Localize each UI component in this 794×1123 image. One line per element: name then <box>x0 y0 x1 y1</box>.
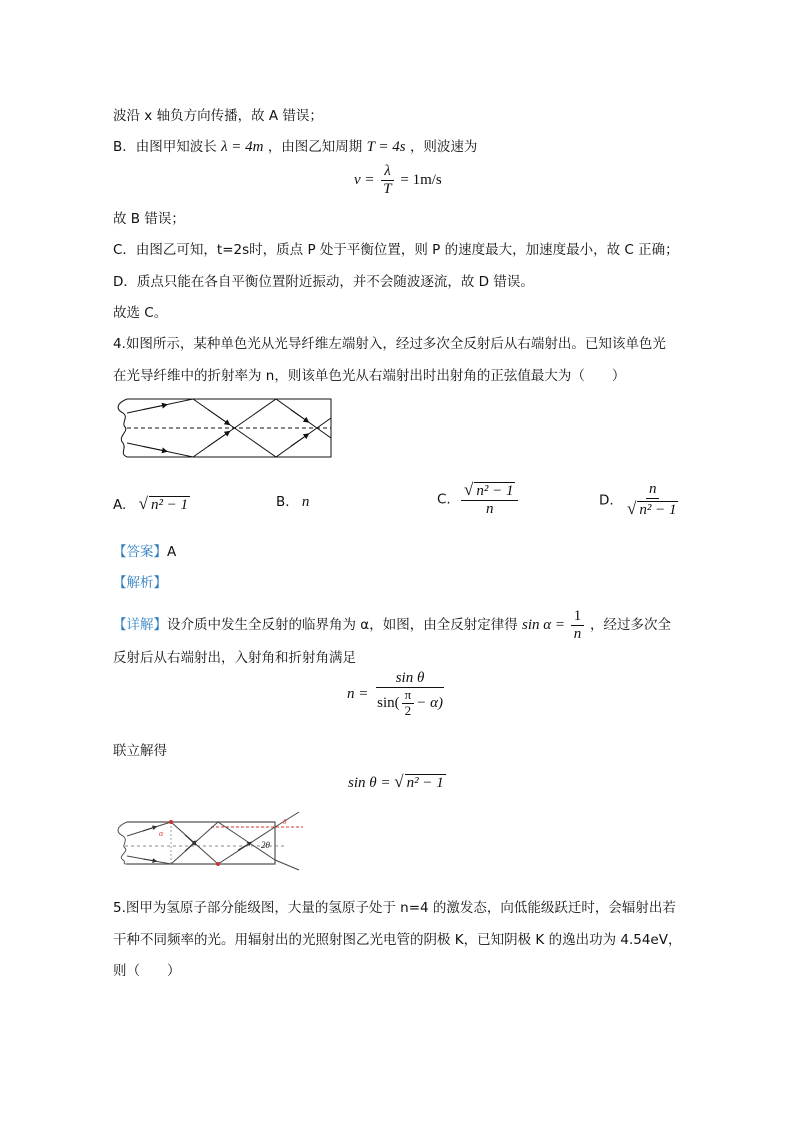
fraction-den: n <box>486 501 494 518</box>
text-line: 故选 C。 <box>113 305 168 321</box>
equation-velocity <box>354 163 442 199</box>
question-5-stem: 则（ ） <box>113 963 181 979</box>
eq-lhs: v = <box>354 172 375 189</box>
option-label: C. <box>437 491 451 508</box>
text-line: 故 B 错误； <box>113 211 185 227</box>
optical-fiber-figure <box>113 393 335 463</box>
detail-line <box>113 608 671 644</box>
fraction-num: λ <box>381 163 394 181</box>
eq-radicand: n² − 1 <box>406 775 444 791</box>
text-line: 反射后从右端射出，入射角和折射角满足 <box>113 650 356 666</box>
option-label: D. <box>599 492 614 509</box>
text-segment: 设介质中发生全反射的临界角为 α，如图，由全反射定律得 <box>167 617 518 634</box>
question-5-stem: 5.图甲为氢原子部分能级图，大量的氢原子处于 n=4 的激发态，向低能级跃迁时，会辐射出若 <box>113 900 676 916</box>
eq-lhs: sin α = <box>522 617 566 634</box>
option-b-formula: n <box>301 494 310 510</box>
option-c <box>437 480 520 519</box>
pi: π <box>402 688 415 704</box>
option-a-formula: n² − 1 <box>150 497 189 513</box>
fraction-den: n <box>573 626 582 643</box>
text-segment: ，经过多次全 <box>590 617 672 634</box>
option-b <box>276 494 309 511</box>
formula-period: T = 4s <box>366 139 406 155</box>
fraction-den: n² − 1 <box>639 502 677 519</box>
text-segment: B．由图甲知波长 <box>113 139 217 155</box>
option-label: B. <box>276 494 290 510</box>
text-line: 联立解得 <box>113 743 167 759</box>
formula-wavelength: λ = 4m <box>221 139 264 155</box>
option-d-fraction: $\frac{n}{\text{√ n² − 1}}$ <box>626 481 677 519</box>
option-a: A. √ n² − 1 <box>113 494 189 513</box>
fraction-num: sin θ <box>376 670 445 688</box>
option-label: A. <box>113 497 127 513</box>
fraction-den: T <box>383 181 392 198</box>
question-4-stem: 4.如图所示，某种单色光从光导纤维左端射入，经过多次全反射后从右端射出。已知该单色光 <box>113 336 666 352</box>
theta-label: θ <box>283 818 287 826</box>
equation-result: sin θ = √ n² − 1 <box>348 772 444 791</box>
option-c-fraction: $\frac{\text{√ n² − 1}}{n}$ <box>461 480 518 519</box>
equation-refraction <box>347 670 448 719</box>
eq-lhs: n = <box>347 686 369 703</box>
analysis-tag: 【解析】 <box>113 575 167 591</box>
text-segment: ，由图乙知周期 <box>267 139 363 155</box>
answer-tag: 【答案】 <box>113 544 167 560</box>
formula-critical-angle <box>522 608 590 643</box>
detail-tag: 【详解】 <box>113 617 167 634</box>
question-4-stem: 在光导纤维中的折射率为 n，则该单色光从右端射出时出射角的正弦值最大为（ ） <box>113 368 626 384</box>
fiber-angle-figure <box>113 808 311 876</box>
den-sin: sin( <box>377 695 400 712</box>
den-alpha: − α) <box>416 695 443 712</box>
two-theta-label: 2θ <box>261 840 270 850</box>
fraction <box>380 163 394 199</box>
fraction-num: n <box>646 481 660 499</box>
text-line: 波沿 x 轴负方向传播，故 A 错误； <box>113 108 323 124</box>
text-line: C．由图乙可知，t=2s时，质点 P 处于平衡位置，则 P 的速度最大，加速度最小，故 C 正确； <box>113 242 679 258</box>
fraction-num: n² − 1 <box>476 483 514 499</box>
fraction-num: 1 <box>571 608 585 626</box>
two: 2 <box>404 703 412 719</box>
fraction <box>374 670 446 719</box>
question-5-stem: 干种不同频率的光。用辐射出的光照射图乙光电管的阴极 K，已知阴极 K 的逸出功为 4.54eV， <box>113 932 682 948</box>
eq-lhs: sin θ = <box>348 775 391 791</box>
alpha-label: α <box>159 829 164 838</box>
option-d <box>599 481 683 520</box>
text-segment: ，则波速为 <box>409 139 478 155</box>
text-line: D．质点只能在各自平衡位置附近振动，并不会随波逐流，故 D 错误。 <box>113 274 534 290</box>
text-line <box>113 135 477 156</box>
answer-line <box>113 540 176 560</box>
eq-rhs: = 1m/s <box>400 172 442 189</box>
answer-value: A <box>167 544 177 560</box>
